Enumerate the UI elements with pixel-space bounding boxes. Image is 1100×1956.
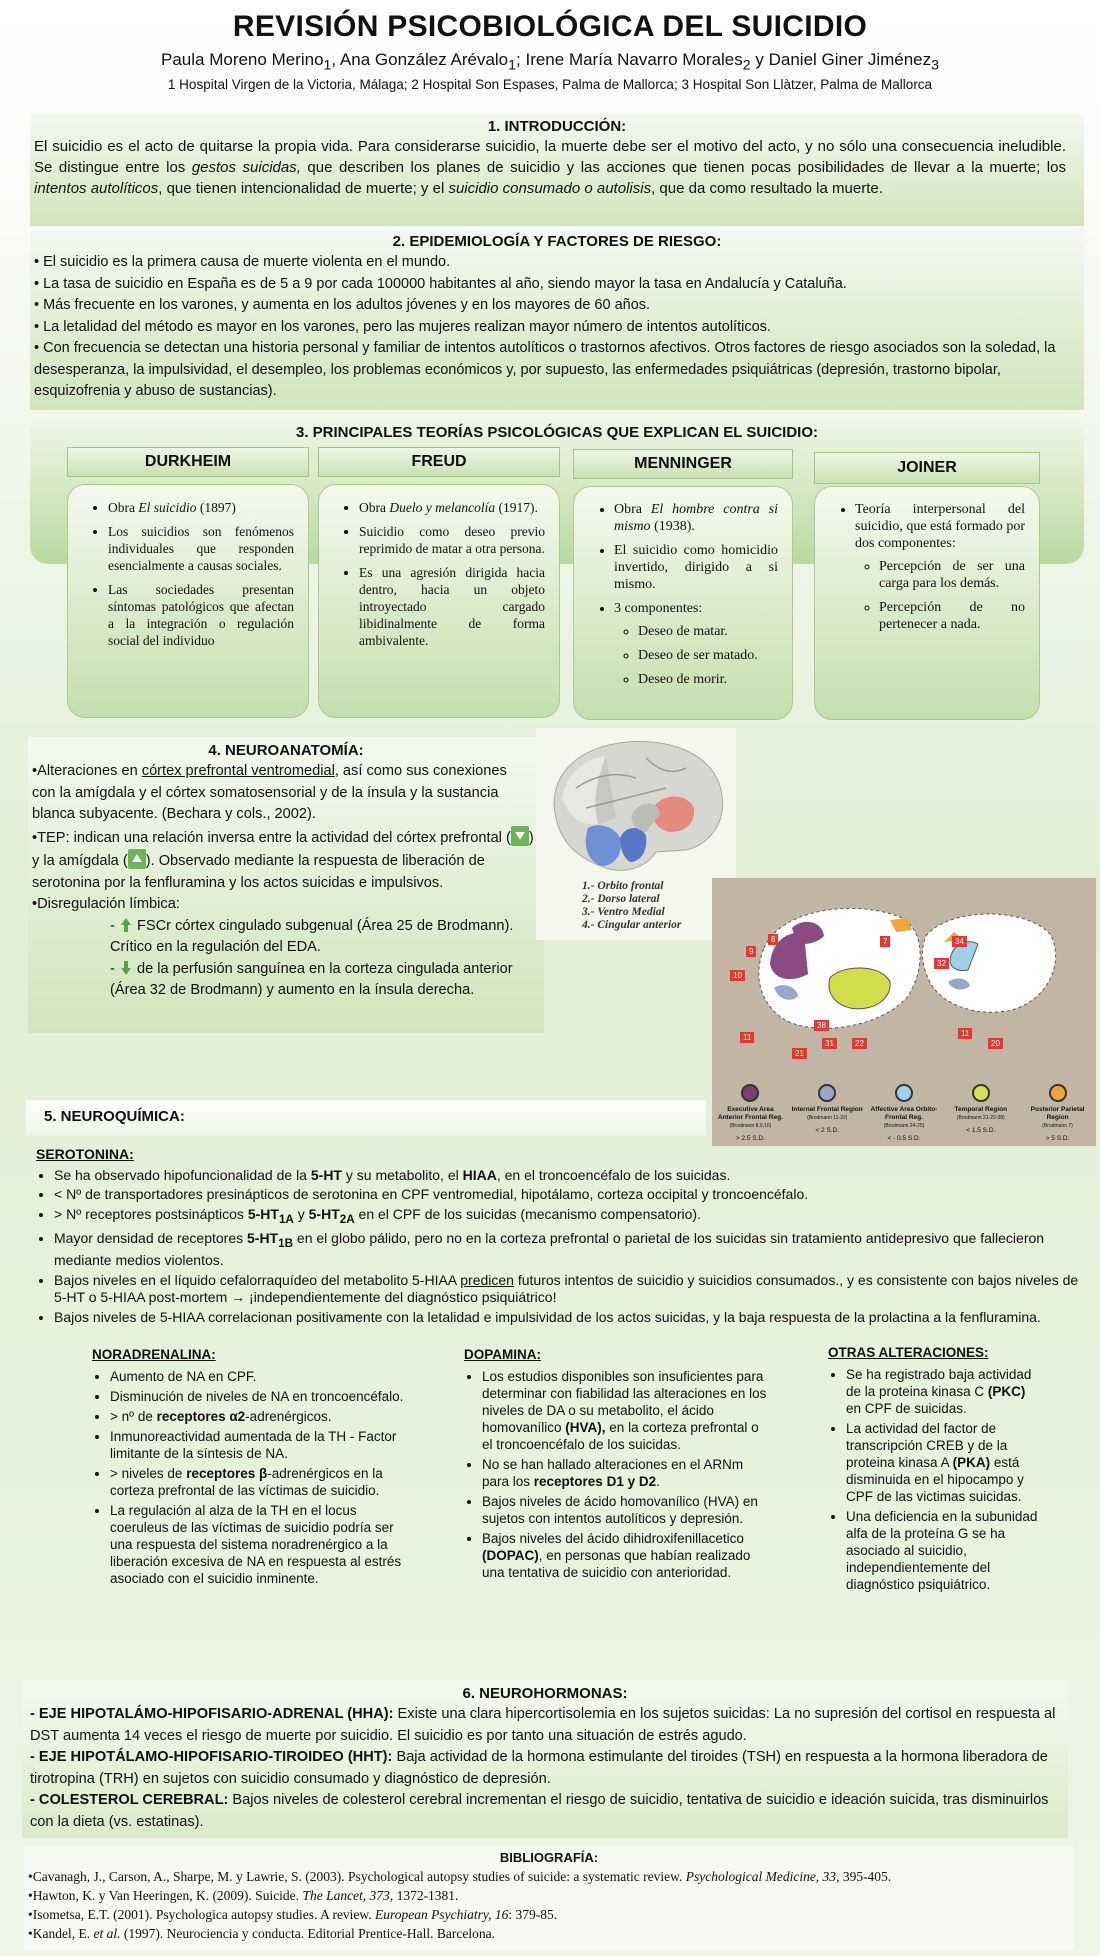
neurohorm-item: - COLESTEROL CEREBRAL: Bajos niveles de colesterol cerebral incrementan el riesgo de suicidio, tentativa de suicidio e ideación suicida, tras disminuirlos con la dieta (vs. estatinas).: [30, 1792, 1049, 1830]
theory-item: • Obra Duelo y melancolía (1917).: [359, 499, 545, 516]
region-color-dot: [818, 1084, 836, 1102]
theory-joiner-card: [814, 486, 1040, 720]
brain-number-tag: 32: [934, 958, 949, 969]
poster-title: REVISIÓN PSICOBIOLÓGICA DEL SUICIDIO: [232, 10, 868, 43]
section-epidemiologia: [30, 230, 1084, 410]
theory-subitem: ◦ Deseo de matar.: [638, 623, 778, 640]
brain-legend-item: 3.- Ventro Medial: [582, 906, 665, 918]
neuroanat-p2: •TEP: indican una relación inversa entre la actividad del córtex prefrontal ( ) y la amígdala ( ). Observado mediante la respuesta de liberación de serotonina por la fenfluramina y los actos suicidas e impulsivos.: [32, 826, 534, 895]
region-color-dot: [895, 1084, 913, 1102]
brain-number-tag: 10: [730, 970, 745, 981]
theory-subitem: ◦ Percepción de no pertenecer a nada.: [879, 599, 1025, 633]
dopa-item: • No se han hallado alteraciones en el ARNm para los receptores D1 y D2.: [482, 1456, 772, 1490]
theory-freud-card: [318, 484, 560, 718]
region-color-dot: [741, 1084, 759, 1102]
serotonina-block: [36, 1146, 1086, 1328]
section-neuroanatomia: [28, 737, 544, 1033]
bib-list: [24, 1865, 1074, 1943]
neurohorm-item: - EJE HIPOTÁLAMO-HIPOFISARIO-TIROIDEO (HHT): Baja actividad de la hormona estimulante del tiroides (TSH) en respuesta a la hormona liberadora de tirotropina (TRH) en sujetos con suicidio consumado y diagnóstico de depresión.: [30, 1749, 1048, 1787]
arrow-down-icon: [119, 961, 133, 975]
intro-emphasis: gestos suicidas,: [191, 159, 301, 176]
dopamina-block: [464, 1346, 772, 1584]
arrow-down-icon: [511, 826, 529, 846]
neurohorm-text: [22, 1702, 1068, 1833]
theory-menninger-title: MENNINGER: [573, 449, 793, 479]
nora-item: • > nº de receptores α2-adrenérgicos.: [110, 1408, 410, 1425]
neuroanat-heading: 4. NEUROANATOMÍA:: [208, 742, 364, 759]
arrow-up-icon: [128, 849, 146, 869]
theory-item: • El suicidio como homicidio invertido, dirigido a si mismo.: [614, 542, 778, 593]
sero-item: • Bajos niveles en el líquido cefalorraquídeo del metabolito 5-HIAA predicen futuros intentos de suicidio y suicidios consumados., y es consistente con bajos niveles de 5-HT o 5-HIAA post-mortem → ¡independientemente del diagnóstico psiquiátrico!: [54, 1272, 1086, 1307]
intro-text: [30, 135, 1084, 199]
theory-item: • Obra El suicidio (1897): [108, 499, 294, 516]
intro-emphasis: suicidio consumado o autolisis: [448, 180, 652, 197]
section-neuroquimica-title: [26, 1100, 706, 1136]
neuroanat-text: [28, 759, 544, 1002]
neurohorm-heading: 6. NEUROHORMONAS:: [462, 1685, 628, 1702]
region-color-dot: [972, 1084, 990, 1102]
brain-legend-item: 2.- Dorso lateral: [582, 893, 660, 905]
region-color-dot: [1049, 1084, 1067, 1102]
region-legend-item: Posterior Parietal Region (Brodmann 7) > 5 S.D.: [1022, 1084, 1094, 1143]
bib-ref: •Hawton, K. y Van Heeringen, K. (2009). Suicide. The Lancet, 373, 1372-1381.: [28, 1888, 459, 1903]
author: Paula Moreno Merino: [161, 50, 324, 69]
section-bibliografia: [24, 1846, 1074, 1950]
sero-item: • Mayor densidad de receptores $5-HT_{1B}$ en el globo pálido, pero no en la corteza prefrontal o parietal de los suicidas sin tratamiento antidepresivo que fallecieron mediante medios violentos.: [54, 1230, 1086, 1270]
theory-item: • 3 componentes: ◦ Deseo de matar. ◦ Deseo de ser matado. ◦ Deseo de morir.: [614, 600, 778, 688]
otras-item: • Una deficiencia en la subunidad alfa de la proteína G se ha asociado al suicidio, independientemente del diagnóstico psiquiátrico.: [846, 1508, 1040, 1593]
section-neurohormonas: [22, 1680, 1068, 1838]
brain-number-tag: 9: [746, 946, 756, 957]
theories-heading: 3. PRINCIPALES TEORÍAS PSICOLÓGICAS QUE EXPLICAN EL SUICIDIO:: [295, 424, 818, 441]
brain-number-tag: 31: [822, 1038, 837, 1049]
brain-spect-figure: [712, 878, 1096, 1146]
noradrenalina-block: [92, 1346, 410, 1590]
epi-list: [30, 250, 1084, 403]
theory-subitem: ◦ Deseo de ser matado.: [638, 647, 778, 664]
brain-number-tag: 34: [952, 936, 967, 947]
epi-item: • Con frecuencia se detectan una historia personal y familiar de intentos autolíticos o trastornos afectivos. Otros factores de riesgo asociados son la soledad, la desesperanza, la impulsividad, el desempleo, los problemas económicos y, por supuesto, las enfermedades psiquiátricas (depresión, trastorno bipolar, esquizofrenia y abuso de sustancias).: [34, 340, 1056, 399]
otras-title: OTRAS ALTERACIONES:: [828, 1345, 989, 1360]
theory-subitem: ◦ Deseo de morir.: [638, 671, 778, 688]
brain-region-legend: [712, 1084, 1096, 1143]
region-legend-item: Affective Area Orbito-Frontal Reg. (Brodmann 24-25) < - 0.5 S.D.: [868, 1084, 940, 1143]
otras-item: • Se ha registrado baja actividad de la proteina kinasa C (PKC) en CPF de suicidas.: [846, 1366, 1040, 1417]
epi-item: • Más frecuente en los varones, y aumenta en los adultos jóvenes y en los mayores de 60 años.: [34, 297, 651, 313]
region-legend-item: Internal Frontal Region (Brodmann 11-32) < 2 S.D.: [791, 1084, 863, 1143]
author-sup: 1: [508, 57, 517, 74]
sero-item: • Se ha observado hipofuncionalidad de la 5-HT y su metabolito, el HIAA, en el troncoencéfalo de los suicidas.: [54, 1167, 1086, 1185]
bib-ref: •Isometsa, E.T. (2001). Psychologica autopsy studies. A review. European Psychiatry, 16: 379-85.: [28, 1907, 558, 1922]
nora-item: • Disminución de niveles de NA en troncoencéfalo.: [110, 1388, 410, 1405]
neuroanat-p1: •Alteraciones en córtex prefrontal ventromedial, así como sus conexiones con la amígdala y el córtex somatosensorial y de la ínsula y la sustancia blanca subyacente. (Bechara y cols., 2002).: [32, 763, 507, 822]
epi-heading: 2. EPIDEMIOLOGÍA Y FACTORES DE RIESGO:: [392, 233, 722, 250]
brain-number-tag: 20: [988, 1038, 1003, 1049]
brain-spect-illustration: [712, 878, 1096, 1058]
epi-item: • El suicidio es la primera causa de muerte violenta en el mundo.: [34, 254, 451, 270]
epi-item: • La tasa de suicidio en España es de 5 a 9 por cada 100000 habitantes al año, siendo mayor la tasa en Andalucía y Cataluña.: [34, 275, 847, 292]
intro-text-part: , que da como resultado la muerte.: [651, 180, 883, 197]
intro-text-part: que describen los planes de suicidio y las acciones que tienen pocas posibilidades de llevar a la muerte; los: [300, 159, 1066, 176]
brain-number-tag: 7: [880, 936, 890, 947]
author: Ana González Arévalo: [339, 50, 509, 69]
author-sup: 2: [742, 57, 751, 74]
bibliografia-heading: BIBLIOGRAFÍA:: [499, 1850, 599, 1865]
neurohorm-item: - EJE HIPOTALÁMO-HIPOFISARIO-ADRENAL (HHA): Existe una clara hipercortisolemia en los sujetos suicidas: La no supresión del cortisol en respuesta al DST aumenta 14 veces el riesgo de muerte por suicidio. El suicidio es por tanto una situación de estrés agudo.: [30, 1706, 1056, 1744]
brain-number-tag: 8: [768, 934, 778, 945]
author-sup: 1: [323, 57, 332, 74]
theory-item: • Los suicidios son fenómenos individuales que responden esencialmente a causas sociales.: [108, 523, 294, 574]
intro-text-part: El suicidio es el acto de quitarse la propia vida. Para considerarse suicidio, la muerte debe ser el motivo del acto, y no sólo una consecuencia ineludible. Se distingue entre los: [34, 138, 1066, 176]
otras-item: • La actividad del factor de transcripción CREB y de la proteina kinasa A (PKA) está disminuida en el hipocampo y CPF de las victimas suicidas.: [846, 1420, 1040, 1505]
nora-item: • La regulación al alza de la TH en el locus coeruleus de las víctimas de suicidio podría ser una respuesta del sistema noradrenérgico a la liberación excesiva de NA en respuesta al estrés asociado con el suicidio inminente.: [110, 1502, 410, 1587]
neuroanat-p3: •Disregulación límbica:: [32, 896, 180, 912]
intro-heading: 1. INTRODUCCIÓN:: [487, 118, 627, 135]
nora-item: • Inmunoreactividad aumentada de la TH - Factor limitante de la síntesis de NA.: [110, 1428, 410, 1462]
brain-number-tag: 21: [792, 1048, 807, 1059]
region-legend-item: Executive Area Anterior Frontal Reg. (Brodmann 8,9,10) > 2.5 S.D.: [714, 1084, 786, 1143]
brain-lateral-illustration: [536, 728, 736, 878]
right-arrow-icon: →: [231, 1289, 246, 1306]
theory-item: • Es una agresión dirigida hacia dentro, hacia un objeto introyectado cargado libidinalmente de forma ambivalente.: [359, 564, 545, 649]
theory-durkheim-title: DURKHEIM: [67, 447, 309, 477]
author: Daniel Giner Jiménez: [768, 50, 932, 69]
sero-item: • Bajos niveles de 5-HIAA correlacionan positivamente con la letalidad e impulsividad de los actos suicidas, y la baja respuesta de la prolactina a la fenfluramina.: [54, 1309, 1086, 1327]
dopa-item: • Los estudios disponibles son insuficientes para determinar con fiabilidad las alteraciones en los niveles de DA o su metabolito, el ácido homovanílico (HVA), en la corteza prefrontal o el troncoencéfalo de los suicidas.: [482, 1368, 772, 1453]
sero-item: • < Nº de transportadores presinápticos de serotonina en CPF ventromedial, hipotálamo, corteza occipital y troncoencéfalo.: [54, 1186, 1086, 1204]
theory-item: • Obra El hombre contra si mismo (1938).: [614, 501, 778, 535]
otras-alteraciones-block: [828, 1344, 1040, 1596]
bib-ref: •Kandel, E. et al. (1997). Neurociencia y conducta. Editorial Prentice-Hall. Barcelona.: [28, 1926, 495, 1941]
brain-lateral-figure: [536, 728, 736, 940]
poster-header: [0, 10, 1100, 92]
dopa-item: • Bajos niveles del ácido dihidroxifenillacetico (DOPAC), en personas que habían realizado una tentativa de suicidio con anterioridad.: [482, 1530, 772, 1581]
author-sup: 3: [931, 57, 939, 74]
neuroanat-p5: - de la perfusión sanguínea en la corteza cingulada anterior (Área 32 de Brodmann) y aumento en la ínsula derecha.: [110, 960, 513, 998]
nora-item: • Aumento de NA en CPF.: [110, 1368, 410, 1385]
dopa-item: • Bajos niveles de ácido homovanílico (HVA) en sujetos con intentos autolíticos y depresión.: [482, 1493, 772, 1527]
noradrenalina-title: NORADRENALINA:: [92, 1347, 216, 1362]
intro-text-part: , que tienen intencionalidad de muerte; y el: [158, 180, 449, 197]
theory-durkheim-card: [67, 484, 309, 718]
intro-emphasis: intentos autolíticos: [34, 180, 159, 197]
brain-legend-item: 4.- Cingular anterior: [582, 919, 682, 931]
theory-item: • Teoría interpersonal del suicidio, que está formado por dos componentes: ◦ Percepción de ser una carga para los demás. ◦ Percepción de no pertenecer a nada.: [855, 501, 1025, 633]
theory-menninger-card: [573, 486, 793, 720]
authors-line: Paula Moreno Merino$_1$, Ana González Arévalo$_1$; Irene María Navarro Morales$_2$ y Daniel Giner Jiménez$_3$: [161, 50, 939, 74]
dopamina-title: DOPAMINA:: [464, 1347, 541, 1362]
brain-number-tag: 11: [958, 1028, 972, 1039]
arrow-up-icon: [119, 918, 133, 932]
epi-item: • La letalidad del método es mayor en los varones, pero las mujeres realizan mayor número de intentos autolíticos.: [34, 318, 771, 335]
neuroanat-p4: - FSCr córtex cingulado subgenual (Área 25 de Brodmann). Crítico en la regulación del EDA.: [110, 917, 514, 955]
theory-item: • Las sociedades presentan síntomas patológicos que afectan a la integración o regulación social del individuo: [108, 581, 294, 649]
serotonina-title: SEROTONINA:: [36, 1146, 134, 1162]
brain-number-tag: 11: [740, 1032, 754, 1043]
brain-number-tag: 22: [852, 1038, 867, 1049]
theory-freud-title: FREUD: [318, 447, 560, 477]
brain-legend-item: 1.- Orbito frontal: [582, 880, 664, 892]
affiliations: 1 Hospital Virgen de la Victoria, Málaga; 2 Hospital Son Espases, Palma de Mallorca; 3 Hospital Son Llàtzer, Palma de Mallorca: [167, 77, 933, 93]
theory-item: • Suicidio como deseo previo reprimido de matar a otra persona.: [359, 523, 545, 557]
author: Irene María Navarro Morales: [525, 50, 743, 69]
neuroquim-heading: 5. NEUROQUÍMICA:: [44, 1108, 185, 1125]
brain-legend: [582, 880, 681, 932]
bib-ref: •Cavanagh, J., Carson, A., Sharpe, M. y Lawrie, S. (2003). Psychological autopsy studies of suicide: a systematic review. Psychological Medicine, 33, 395-405.: [28, 1869, 892, 1884]
sero-item: • > Nº receptores postsinápticos $5-HT_{1A}$ y $5-HT_{2A}$ en el CPF de los suicidas (mecanismo compensatorio).: [54, 1206, 1086, 1228]
nora-item: • > niveles de receptores β-adrenérgicos en la corteza prefrontal de las víctimas de suicidio.: [110, 1465, 410, 1499]
theory-subitem: ◦ Percepción de ser una carga para los demás.: [879, 558, 1025, 592]
region-legend-item: Temporal Region (Brodmann 21-22-38) < 1.5 S.D.: [945, 1084, 1017, 1143]
theory-joiner-title: JOINER: [814, 452, 1040, 484]
brain-number-tag: 38: [814, 1020, 829, 1031]
section-introduccion: [30, 114, 1084, 226]
